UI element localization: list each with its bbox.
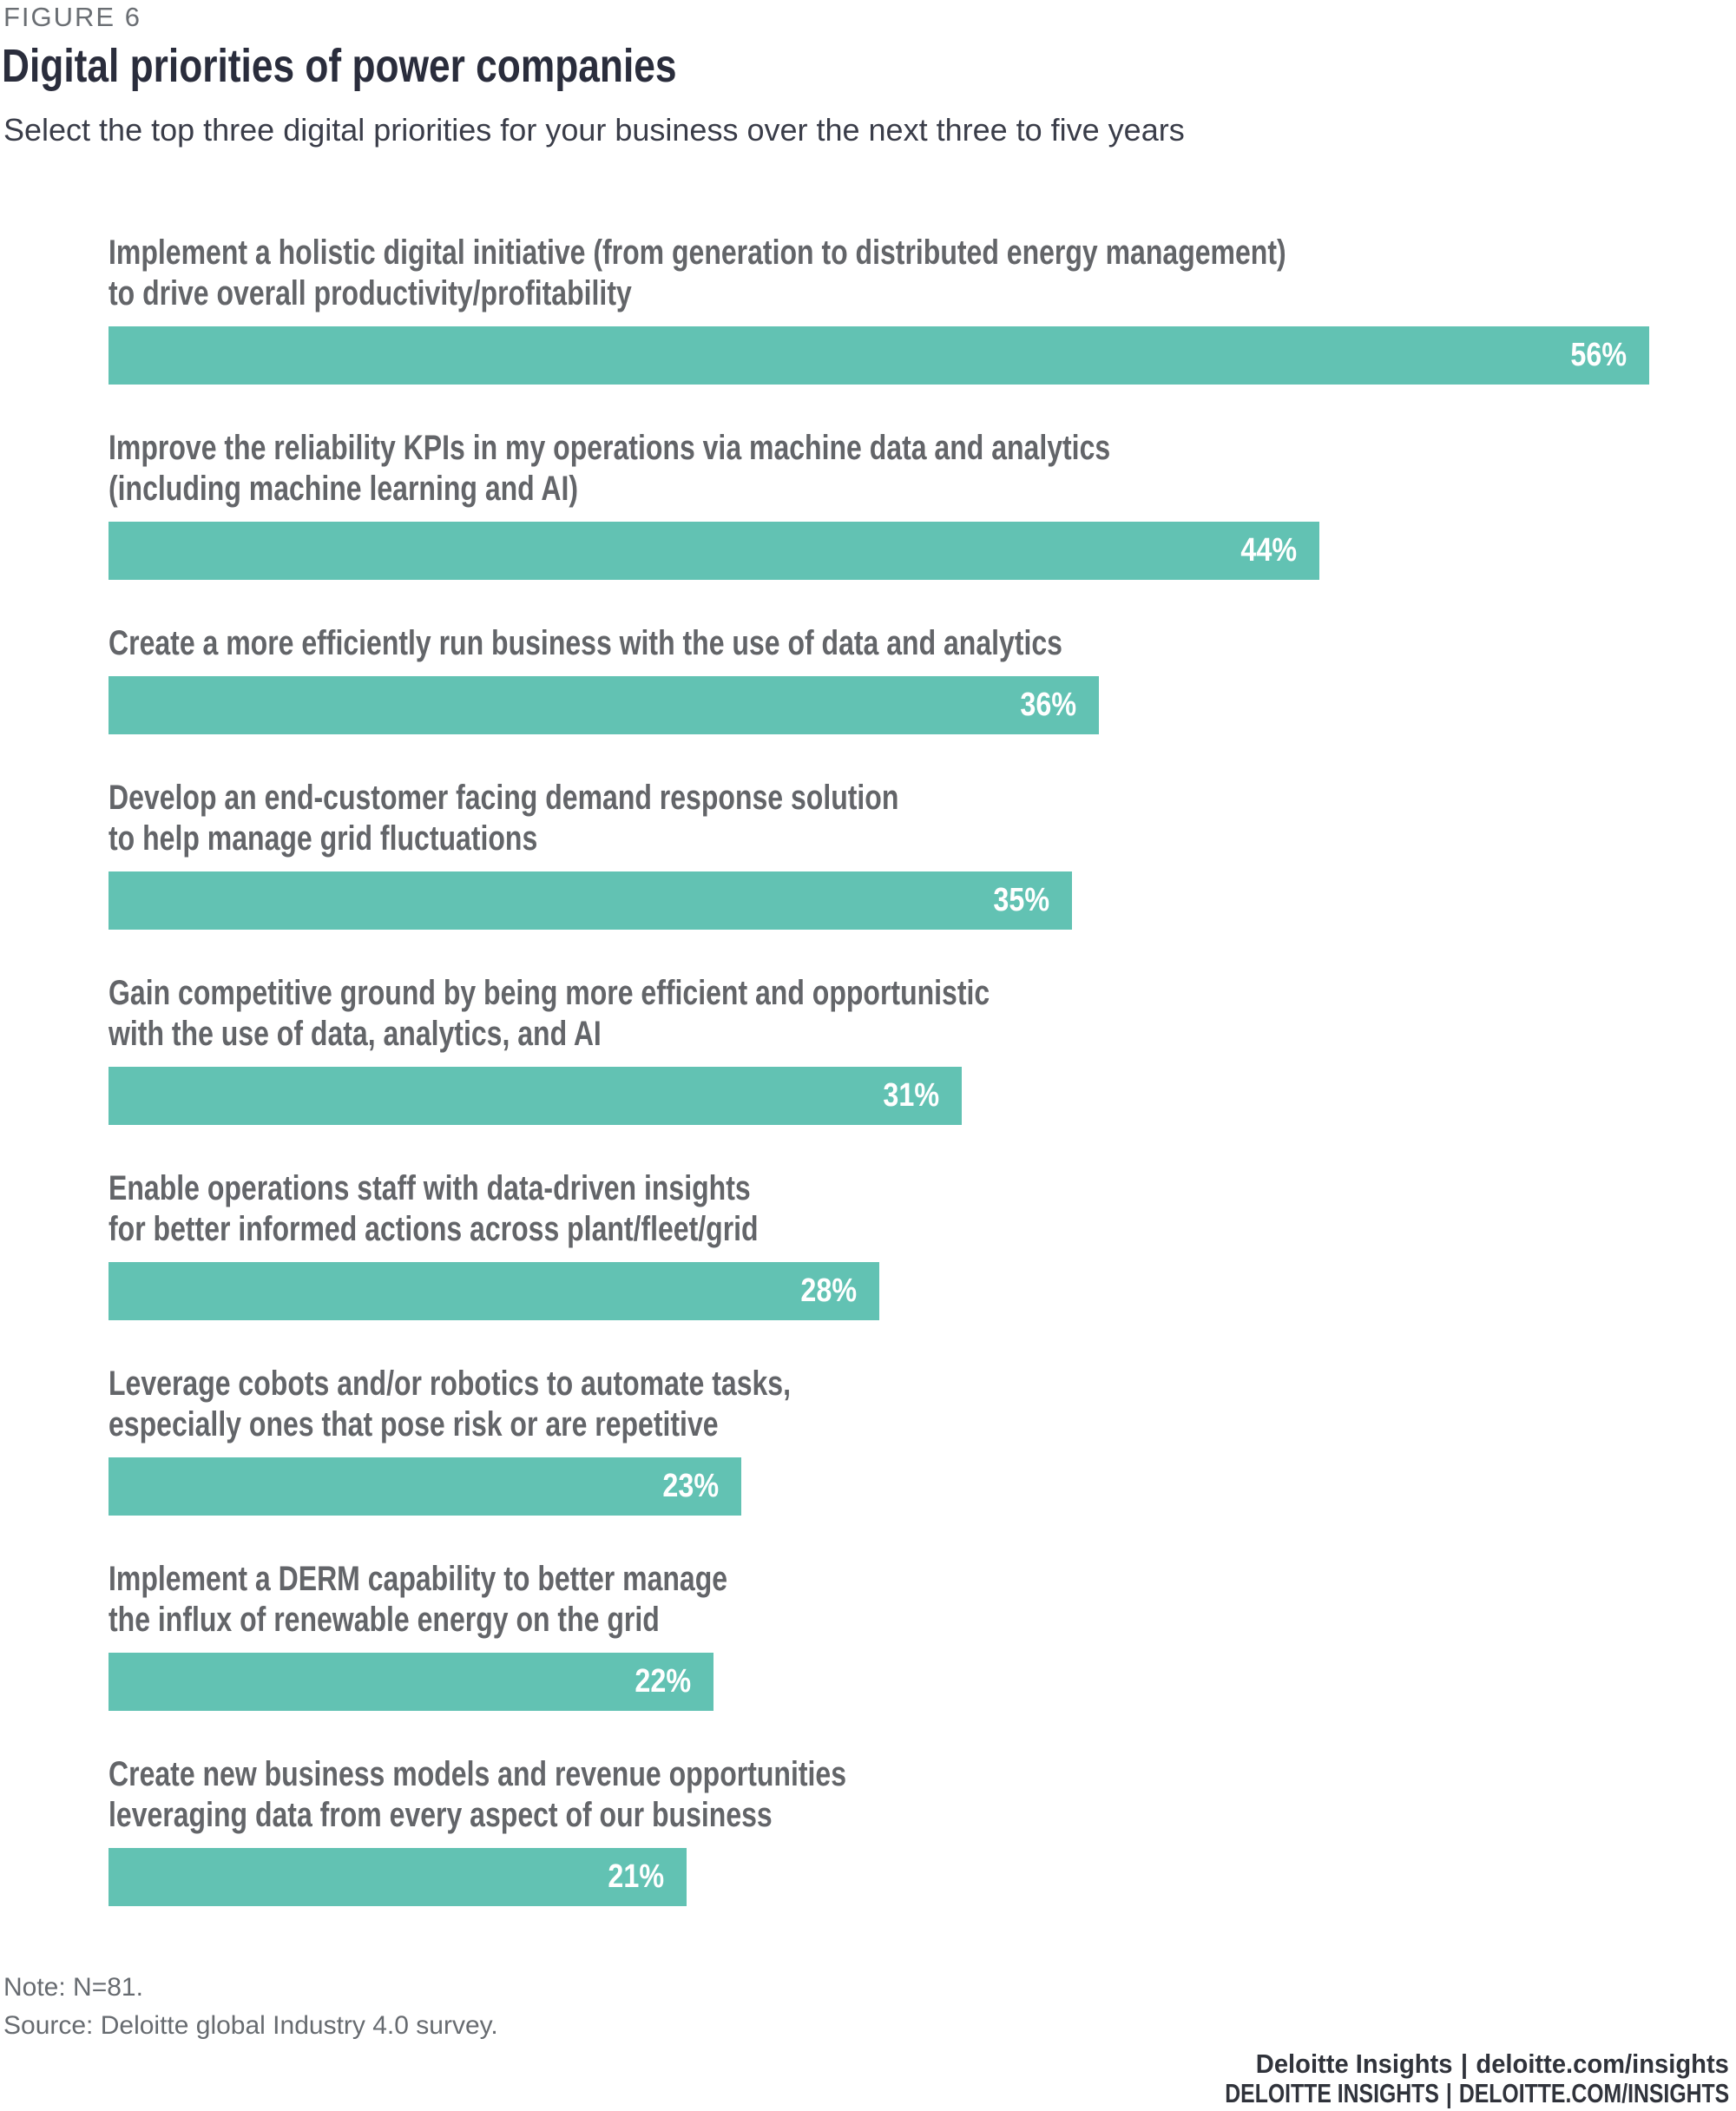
footer-brand-line-clipped [1225, 2076, 1729, 2111]
bar-label [108, 623, 1662, 664]
bar-label [108, 1559, 1662, 1641]
bar-label-line: especially ones that pose risk or are repetitive [108, 1405, 719, 1444]
source: Source: Deloitte global Industry 4.0 survey. [3, 2011, 498, 2040]
bar-label-line: to drive overall productivity/profitability [108, 274, 632, 312]
bar-label [108, 778, 1662, 859]
bar-row [108, 973, 1662, 1125]
bar-label-line: leveraging data from every aspect of our business [108, 1796, 773, 1834]
bar-row [108, 1364, 1662, 1516]
bar-row [108, 428, 1662, 580]
bar [108, 326, 1649, 385]
brand-separator: | [1461, 2049, 1469, 2079]
bar-row [108, 233, 1662, 385]
bar-value-label: 31% [883, 1077, 939, 1114]
bar-row [108, 623, 1662, 734]
bar-label-line: Implement a DERM capability to better manage [108, 1560, 728, 1598]
deloitte-insights-brand-repeat: DELOITTE INSIGHTS [1225, 2078, 1439, 2108]
bar-label [108, 1168, 1662, 1250]
bar-value-label: 44% [1240, 532, 1297, 569]
bar [108, 1653, 713, 1711]
brand-site-repeat: DELOITTE.COM/INSIGHTS [1458, 2078, 1729, 2108]
bar-value-label: 22% [635, 1663, 691, 1700]
note: Note: N=81. [3, 1973, 143, 2002]
bar-label-line: to help manage grid fluctuations [108, 819, 538, 858]
bar [108, 1262, 879, 1320]
bar-label [108, 233, 1662, 314]
bar [108, 871, 1072, 930]
bar-label-line: Enable operations staff with data-driven insights [108, 1169, 751, 1207]
bar-label [108, 973, 1662, 1055]
figure-title: Digital priorities of power companies [2, 40, 677, 92]
bar-row [108, 1168, 1662, 1320]
bar-label [108, 1364, 1662, 1445]
bar [108, 676, 1099, 734]
bar-label-line: Implement a holistic digital initiative (from generation to distributed energy management) [108, 233, 1286, 272]
figure-label: FIGURE 6 [3, 2, 141, 32]
bar [108, 1848, 687, 1906]
bar-label-line: (including machine learning and AI) [108, 470, 579, 508]
bar-value-label: 56% [1570, 337, 1627, 373]
bar-label-line: with the use of data, analytics, and AI [108, 1015, 602, 1053]
bar-value-label: 35% [993, 882, 1049, 918]
bar [108, 1067, 962, 1125]
bar-value-label: 36% [1020, 687, 1076, 723]
brand-site: deloitte.com/insights [1476, 2049, 1729, 2079]
bar [108, 1457, 741, 1516]
bar-chart [108, 233, 1662, 1950]
bar [108, 522, 1319, 580]
bar-label-line: Develop an end-customer facing demand response solution [108, 779, 899, 817]
bar-label-line: for better informed actions across plant/fleet/grid [108, 1210, 759, 1248]
bar-label-line: Gain competitive ground by being more efficient and opportunistic [108, 974, 990, 1012]
bar-value-label: 28% [800, 1273, 857, 1309]
bar-label [108, 428, 1662, 510]
bar-label-line: Create a more efficiently run business with the use of data and analytics [108, 624, 1062, 662]
bar-row [108, 1754, 1662, 1906]
bar-label [108, 1754, 1662, 1836]
brand-separator-repeat: | [1445, 2078, 1452, 2108]
bar-label-line: Improve the reliability KPIs in my operations via machine data and analytics [108, 429, 1111, 467]
deloitte-insights-brand: Deloitte Insights [1255, 2049, 1453, 2079]
bar-row [108, 778, 1662, 930]
bar-value-label: 23% [662, 1468, 719, 1504]
bar-label-line: Leverage cobots and/or robotics to automate tasks, [108, 1365, 791, 1403]
bar-label-line: the influx of renewable energy on the grid [108, 1601, 660, 1639]
bar-value-label: 21% [608, 1858, 664, 1895]
bar-label-line: Create new business models and revenue opportunities [108, 1755, 846, 1793]
bar-row [108, 1559, 1662, 1711]
figure-subtitle: Select the top three digital priorities for your business over the next three to five years [3, 112, 1185, 148]
